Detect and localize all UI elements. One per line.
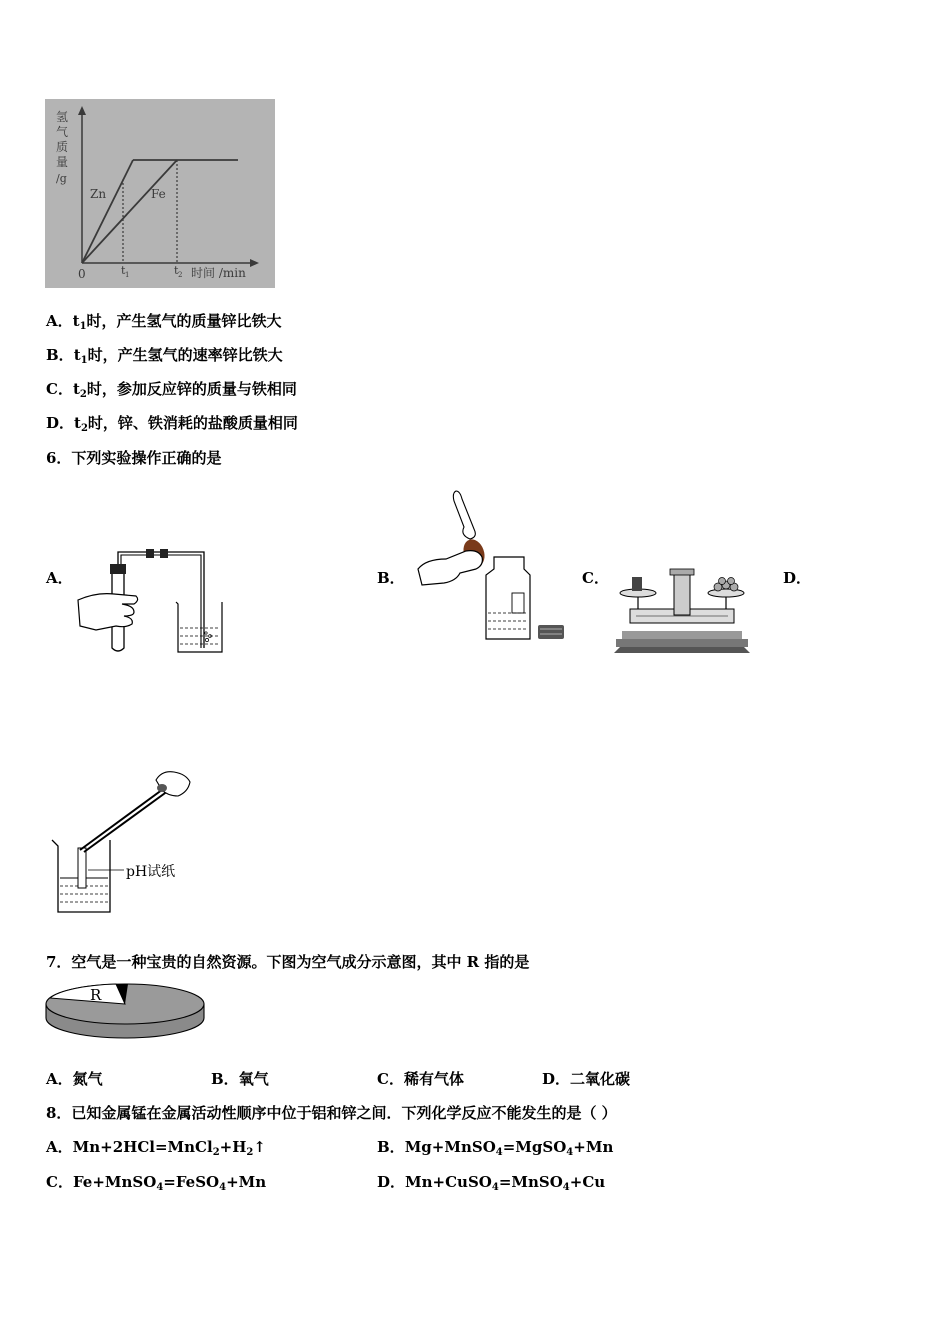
beaker [176, 602, 222, 652]
hand [156, 772, 190, 796]
fe-label: Fe [151, 187, 166, 201]
q5-option-a: A．$t_1$时，产生氢气的质量锌比铁大 [46, 312, 282, 332]
pie-label-r: R [90, 986, 102, 1004]
balance-base [616, 639, 748, 647]
q5-option-d: D．$t_2$时，锌、铁消耗的盐酸质量相同 [46, 414, 298, 434]
ylabel-char: /g [56, 172, 67, 185]
origin-label: 0 [78, 267, 86, 281]
ylabel-char: 气 [56, 125, 69, 139]
ylabel-char: 量 [56, 155, 69, 169]
ph-paper-label: pH试纸 [126, 864, 176, 880]
reagent-bottle [486, 557, 530, 639]
q6-stem: 6．下列实验操作正确的是 [46, 449, 222, 467]
q7-stem: 7．空气是一种宝贵的自然资源。下图为空气成分示意图，其中 R 指的是 [46, 953, 530, 971]
x-axis-label: 时间 /min [191, 266, 246, 280]
q6-label-d: D． [783, 569, 812, 587]
q7-option-b: B．氧气 [211, 1070, 269, 1088]
bottle-stopper [538, 625, 564, 639]
hand [418, 551, 482, 585]
airtightness-check-figure [76, 544, 228, 656]
q7-option-a: A．氮气 [46, 1070, 103, 1088]
q5-option-b: B．$t_1$时，产生氢气的速率锌比铁大 [46, 346, 283, 366]
air-composition-pie [44, 982, 206, 1044]
ph-test-figure [50, 766, 200, 918]
q6-label-c: C． [582, 569, 609, 587]
hand [78, 594, 138, 630]
t2-label: t [174, 264, 179, 277]
dropper-bottle-figure [416, 489, 576, 643]
ph-paper [78, 848, 86, 888]
t2-sub: 2 [178, 271, 183, 279]
q7-option-c: C．稀有气体 [377, 1070, 464, 1088]
q6-label-a: A． [46, 569, 73, 587]
stopper [110, 564, 126, 574]
q8-option-c: C．Fe+MnSO$_4$=FeSO$_4$+Mn [46, 1173, 267, 1193]
q6-label-b: B． [377, 569, 405, 587]
zn-label: Zn [90, 187, 107, 201]
q8-option-a: A．$Mn+2HCl=MnCl_2+H_2↑$ [46, 1138, 266, 1158]
q7-option-d: D．二氧化碳 [542, 1070, 631, 1088]
t1-label: t [121, 264, 126, 277]
tongs [80, 784, 170, 850]
q8-stem: 8．已知金属锰在金属活动性顺序中位于铝和锌之间．下列化学反应不能发生的是（ ） [46, 1104, 617, 1122]
q5-graph-figure [45, 99, 275, 288]
dropper-glass [453, 491, 475, 539]
ylabel-char: 氢 [56, 110, 69, 124]
t1-sub: 1 [125, 271, 130, 279]
balance-figure [612, 565, 752, 659]
q8-option-d: D．Mn+CuSO$_4$=MnSO$_4$+Cu [377, 1173, 606, 1193]
right-pan [708, 589, 744, 597]
q8-option-b: B．Mg+MnSO$_4$=MgSO$_4$+Mn [377, 1138, 614, 1158]
ylabel-char: 质 [56, 140, 69, 154]
q5-option-c: C．$t_2$时，参加反应锌的质量与铁相同 [46, 380, 297, 400]
weight [632, 577, 642, 591]
